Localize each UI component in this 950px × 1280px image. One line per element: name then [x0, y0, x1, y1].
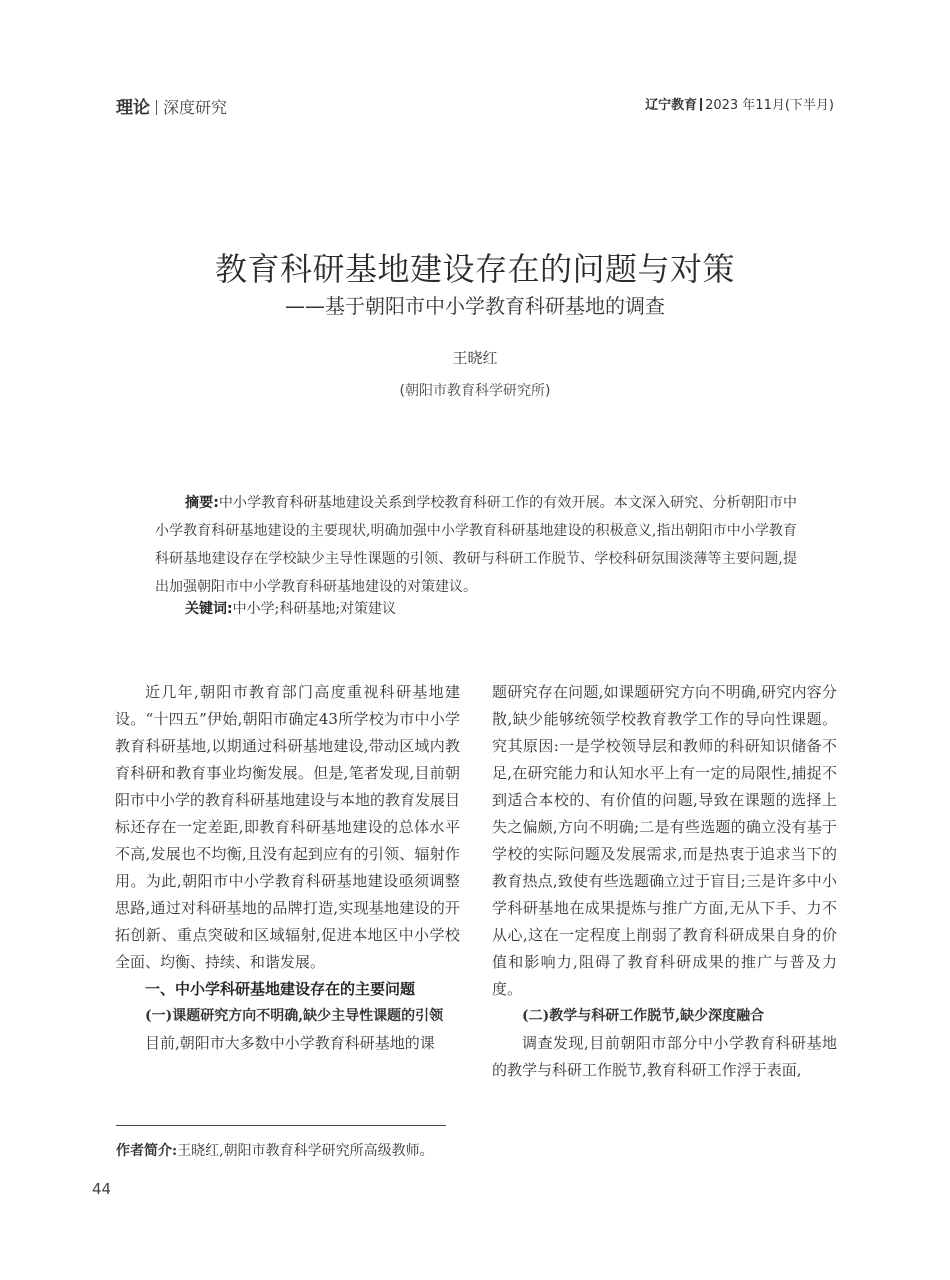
header-divider-right: [700, 98, 702, 111]
abstract: [155, 489, 797, 601]
body-paragraph: 调查发现,目前朝阳市部分中小学教育科研基地的教学与科研工作脱节,教育科研工作浮于表面,: [492, 1034, 837, 1079]
body-paragraph: 题研究存在问题,如课题研究方向不明确,研究内容分散,缺少能够统领学校教育教学工作的导向性课题。究其原因:一是学校领导层和教师的科研知识储备不足,在研究能力和认知水平上有一定的局限性,捕捉不到适合本校的、有价值的问题,导致在课题的选择上失之偏颇,方向不明确;二是有些选题的确立没有基于学校的实际问题及发展需求,而是热衷于追求当下的教育热点,致使有些选题确立过于盲目;三是许多中小学科研基地在成果提炼与推广方面,无从下手、力不从心,这在一定程度上削弱了教育科研成果自身的价值和影响力,阻碍了教育科研成果的推广与普及力度。: [492, 683, 837, 998]
body-column-left: [115, 679, 460, 1057]
author-name: 王晓红: [452, 349, 498, 367]
body-paragraph: 近几年,朝阳市教育部门高度重视科研基地建设。“十四五”伊始,朝阳市确定43所学校为市中小学教育科研基地,以期通过科研基地建设,带动区域内教育科研和教育事业均衡发展。但是,笔者发现,目前朝阳市中小学的教育科研基地建设与本地的教育发展目标还存在一定差距,即教育科研基地建设的总体水平不高,发展也不均衡,且没有起到应有的引领、辐射作用。为此,朝阳市中小学教育科研基地建设亟须调整思路,通过对科研基地的品牌打造,实现基地建设的开拓创新、重点突破和区域辐射,促进本地区中小学校全面、均衡、持续、和谐发展。: [115, 683, 461, 971]
subsection-label: 深度研究: [163, 98, 228, 117]
article-subtitle: ——基于朝阳市中小学教育科研基地的调查: [285, 294, 665, 318]
page-number: 44: [92, 1180, 112, 1198]
section-heading: 一、中小学科研基地建设存在的主要问题: [145, 980, 416, 998]
subsection-heading: (一)课题研究方向不明确,缺少主导性课题的引领: [145, 1008, 444, 1024]
keywords-text: 中小学;科研基地;对策建议: [232, 601, 397, 617]
body-column-right: [492, 679, 837, 1084]
author-affiliation: (朝阳市教育科学研究所): [399, 383, 551, 399]
article-title: 教育科研基地建设存在的问题与对策: [214, 250, 735, 288]
running-header-right: [645, 94, 834, 113]
author-footnote: [116, 1140, 434, 1160]
body-paragraph: 目前,朝阳市大多数中小学教育科研基地的课: [145, 1034, 435, 1052]
footnote-text: 王晓红,朝阳市教育科学研究所高级教师。: [177, 1143, 434, 1159]
abstract-text: 中小学教育科研基地建设关系到学校教育科研工作的有效开展。本文深入研究、分析朝阳市中小学教育科研基地建设的主要现状,明确加强中小学教育科研基地建设的积极意义,指出朝阳市中小学教育科研基地建设存在学校缺少主导性课题的引领、教研与科研工作脱节、学校科研氛围淡薄等主要问题,提出加强朝阳市中小学教育科研基地建设的对策建议。: [155, 495, 797, 595]
keywords: [185, 598, 396, 618]
footnote-rule: [116, 1125, 446, 1126]
section-label: 理论: [116, 98, 150, 118]
journal-name: 辽宁教育: [645, 98, 698, 113]
running-header-left: [116, 93, 227, 118]
abstract-label: 摘要:: [185, 495, 219, 511]
subsection-heading: (二)教学与科研工作脱节,缺少深度融合: [522, 1008, 765, 1024]
keywords-label: 关键词:: [185, 601, 233, 617]
header-divider: [156, 100, 157, 115]
issue-date: 2023 年11月(下半月): [705, 98, 834, 113]
footnote-label: 作者简介:: [116, 1143, 178, 1159]
